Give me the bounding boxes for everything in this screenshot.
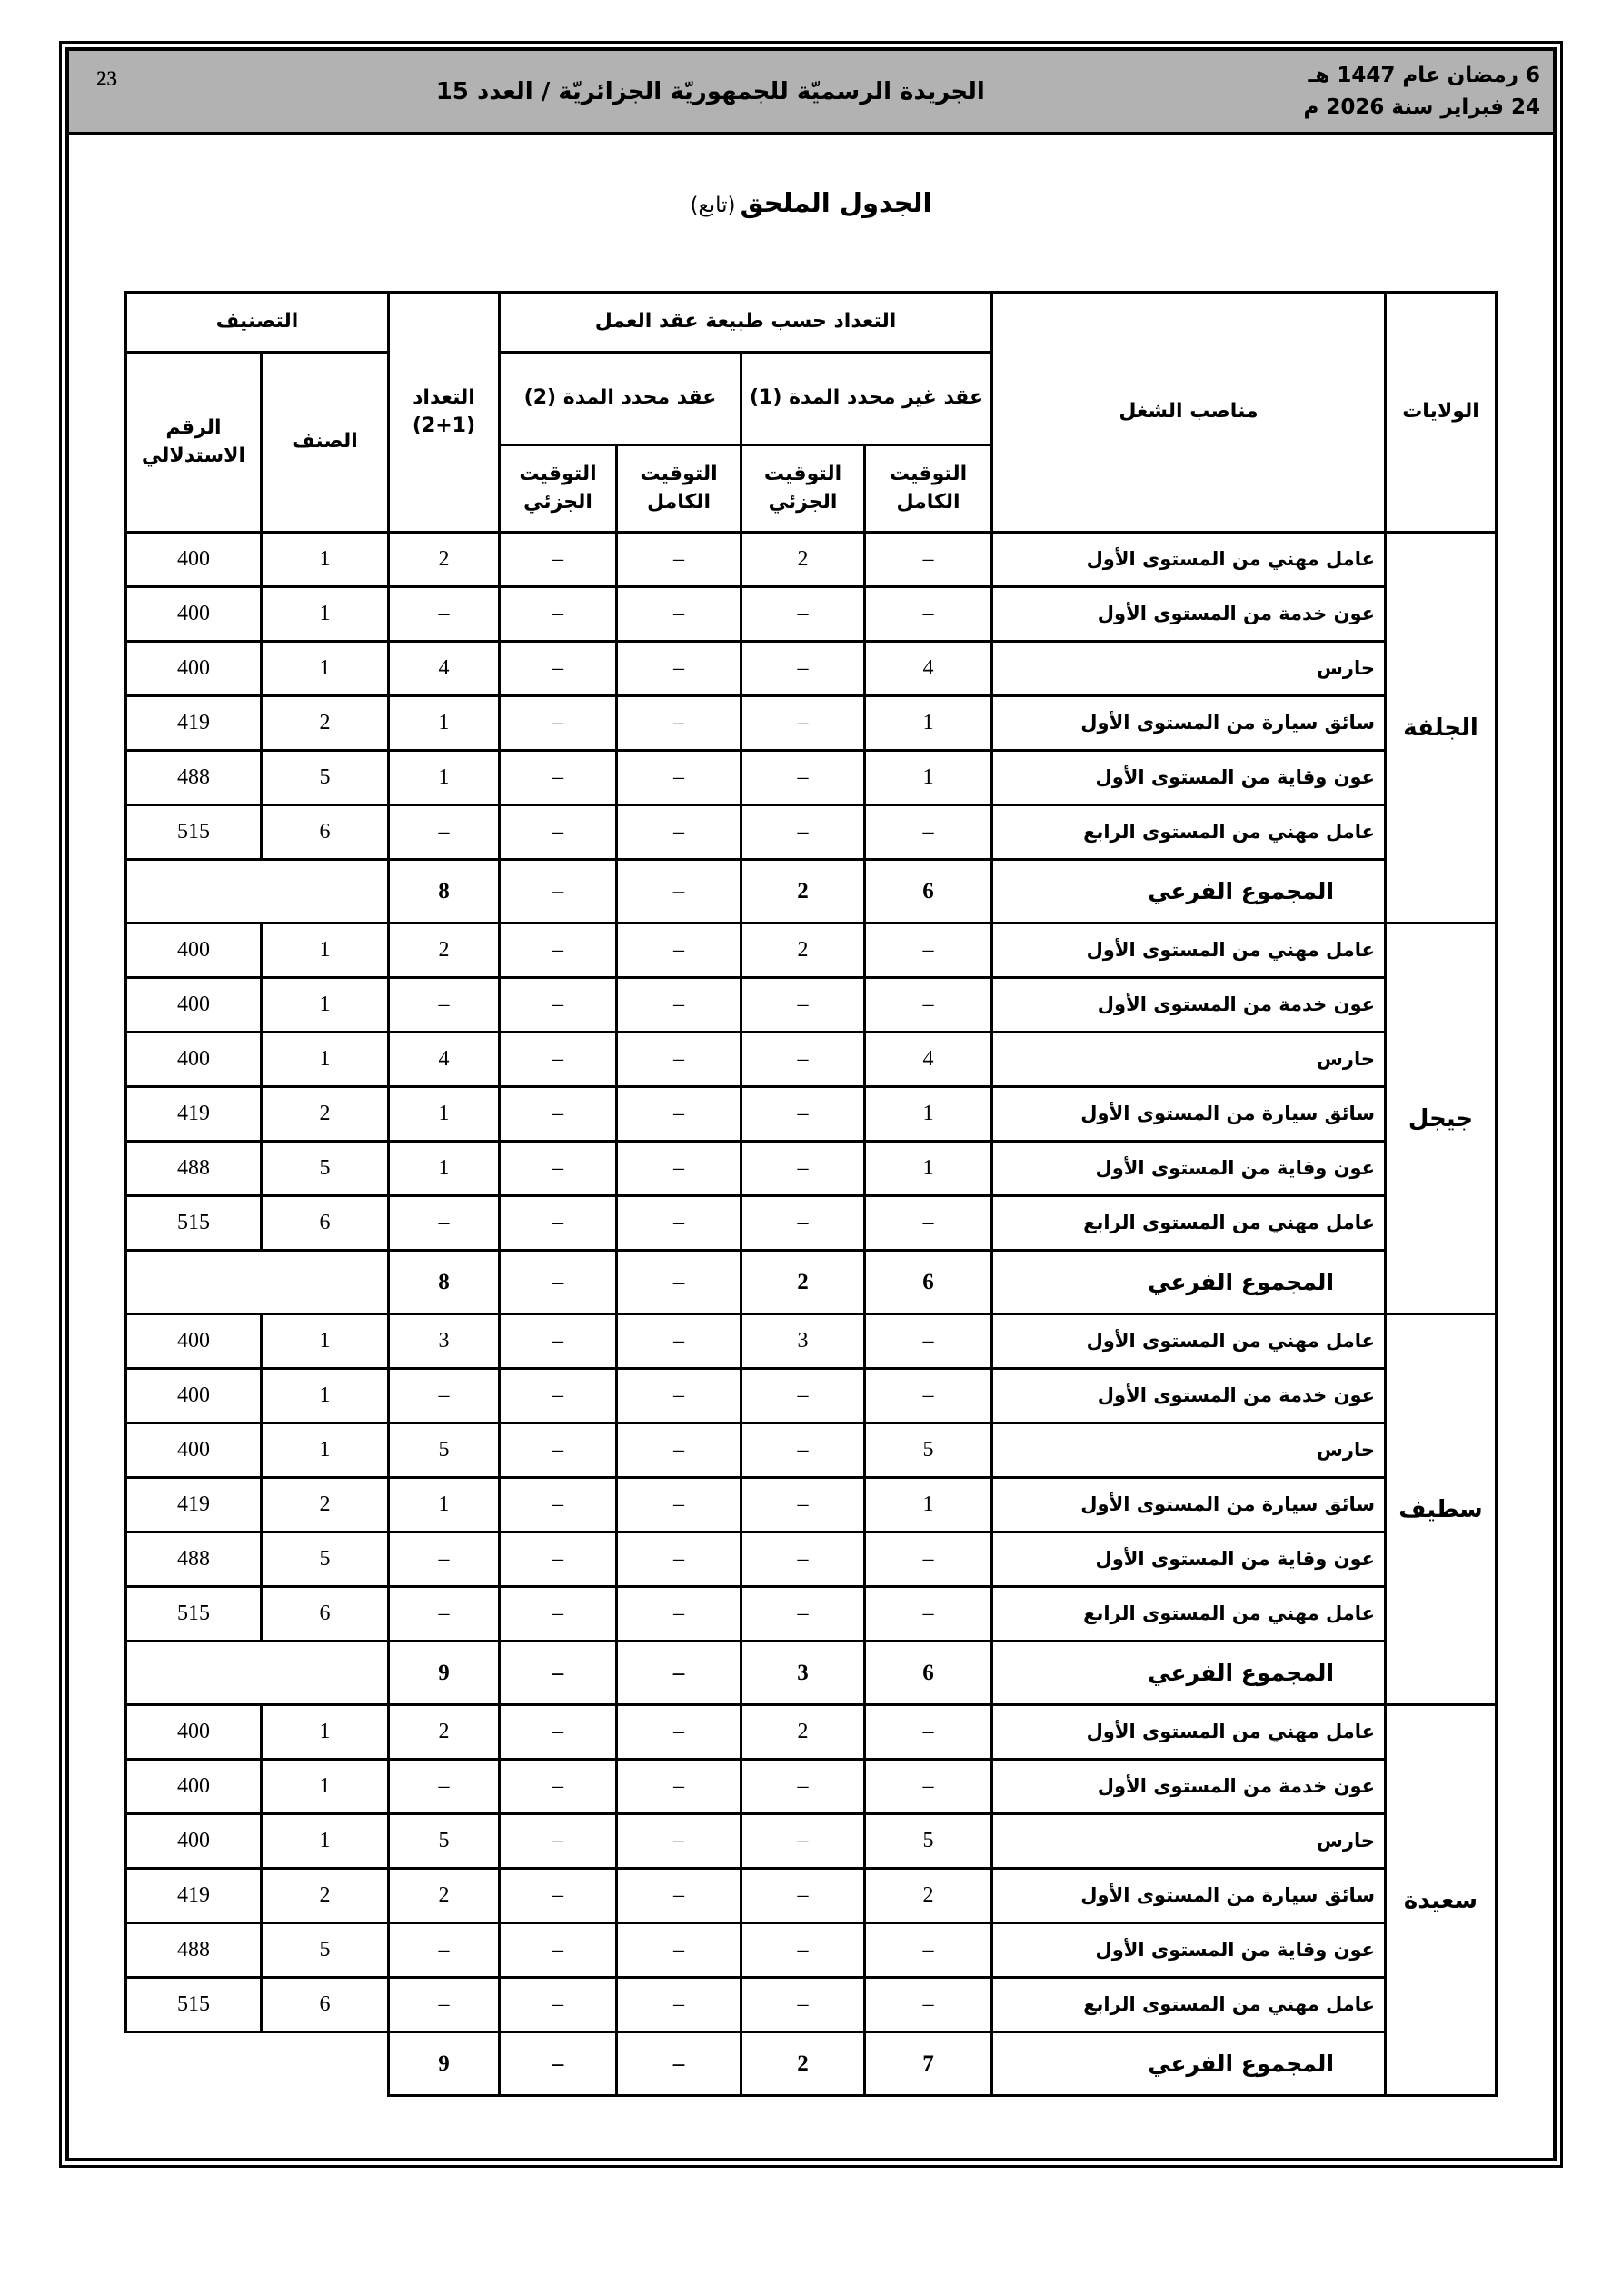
index-number-cell: 488 — [125, 1532, 261, 1587]
job-row — [125, 1760, 1496, 1814]
category-cell: 1 — [261, 978, 388, 1033]
subtotal-unlimited-fulltime-cell: 6 — [865, 1642, 992, 1705]
total-count-cell: – — [388, 1532, 499, 1587]
unlimited-fulltime-cell: – — [865, 1532, 992, 1587]
table-title — [69, 187, 1553, 218]
unlimited-parttime-cell: – — [741, 642, 865, 696]
subtotal-total-cell: 8 — [388, 1251, 499, 1314]
unlimited-parttime-cell: – — [741, 1423, 865, 1478]
subtotal-total-cell: 9 — [388, 2032, 499, 2096]
limited-fulltime-cell: – — [617, 1478, 741, 1532]
unlimited-parttime-cell: – — [741, 1478, 865, 1532]
total-count-cell: 5 — [388, 1423, 499, 1478]
unlimited-fulltime-cell: – — [865, 1369, 992, 1423]
job-title-cell: عون وقاية من المستوى الأول — [992, 751, 1386, 805]
limited-parttime-cell: – — [499, 751, 616, 805]
job-row — [125, 1814, 1496, 1869]
category-cell: 6 — [261, 805, 388, 860]
total-count-cell: 1 — [388, 696, 499, 751]
category-cell: 1 — [261, 1814, 388, 1869]
annex-table — [124, 291, 1498, 2097]
category-cell: 6 — [261, 1196, 388, 1251]
subtotal-unlimited-parttime-cell: 2 — [741, 860, 865, 923]
total-count-cell: 2 — [388, 1705, 499, 1760]
limited-parttime-cell: – — [499, 1869, 616, 1923]
unlimited-parttime-cell: – — [741, 1978, 865, 2032]
table-title-suffix: (تابع) — [690, 194, 736, 217]
unlimited-parttime-cell: – — [741, 978, 865, 1033]
category-cell: 6 — [261, 1978, 388, 2032]
unlimited-fulltime-cell: 2 — [865, 1869, 992, 1923]
limited-parttime-cell: – — [499, 1814, 616, 1869]
total-count-cell: 4 — [388, 1033, 499, 1087]
col-header-jobs: مناصب الشغل — [992, 293, 1386, 533]
index-number-cell: 400 — [125, 1760, 261, 1814]
index-number-cell: 488 — [125, 751, 261, 805]
category-cell: 5 — [261, 751, 388, 805]
subtotal-total-cell: 8 — [388, 860, 499, 923]
job-title-cell: عون خدمة من المستوى الأول — [992, 978, 1386, 1033]
unlimited-fulltime-cell: – — [865, 533, 992, 587]
unlimited-fulltime-cell: – — [865, 1923, 992, 1978]
subtotal-limited-parttime-cell: – — [499, 1642, 616, 1705]
page-frame — [59, 41, 1563, 2168]
total-count-cell: 3 — [388, 1314, 499, 1369]
unlimited-fulltime-cell: 1 — [865, 1087, 992, 1142]
limited-fulltime-cell: – — [617, 533, 741, 587]
index-number-cell: 400 — [125, 1423, 261, 1478]
job-title-cell: عامل مهني من المستوى الرابع — [992, 805, 1386, 860]
job-title-cell: عون خدمة من المستوى الأول — [992, 1369, 1386, 1423]
unlimited-parttime-cell: – — [741, 1532, 865, 1587]
total-count-cell: – — [388, 978, 499, 1033]
limited-fulltime-cell: – — [617, 1923, 741, 1978]
unlimited-parttime-cell: – — [741, 587, 865, 642]
limited-parttime-cell: – — [499, 923, 616, 978]
index-number-cell: 400 — [125, 1033, 261, 1087]
col-header-classification: التصنيف — [125, 293, 388, 353]
job-title-cell: عون وقاية من المستوى الأول — [992, 1142, 1386, 1196]
total-count-cell: – — [388, 587, 499, 642]
job-row — [125, 533, 1496, 587]
subtotal-unlimited-fulltime-cell: 6 — [865, 860, 992, 923]
job-title-cell: عون وقاية من المستوى الأول — [992, 1923, 1386, 1978]
limited-fulltime-cell: – — [617, 923, 741, 978]
date-gregorian: 24 فبراير سنة 2026 م — [1303, 95, 1540, 119]
unlimited-parttime-cell: – — [741, 1760, 865, 1814]
unlimited-fulltime-cell: 4 — [865, 642, 992, 696]
job-row — [125, 1369, 1496, 1423]
total-count-cell: – — [388, 1760, 499, 1814]
total-count-cell: – — [388, 1369, 499, 1423]
category-cell: 1 — [261, 1423, 388, 1478]
col-header-contract-unlimited: عقد غير محدد المدة (1) — [741, 353, 992, 445]
job-title-cell: عون خدمة من المستوى الأول — [992, 1760, 1386, 1814]
limited-parttime-cell: – — [499, 1423, 616, 1478]
job-row — [125, 1869, 1496, 1923]
col-header-contract-limited: عقد محدد المدة (2) — [499, 353, 741, 445]
limited-fulltime-cell: – — [617, 1978, 741, 2032]
index-number-cell: 400 — [125, 1705, 261, 1760]
limited-fulltime-cell: – — [617, 1532, 741, 1587]
subtotal-row — [125, 1642, 1496, 1705]
subtotal-label-cell: المجموع الفرعي — [992, 2032, 1386, 2096]
subtotal-limited-fulltime-cell: – — [617, 1251, 741, 1314]
category-cell: 1 — [261, 1705, 388, 1760]
index-number-cell: 419 — [125, 696, 261, 751]
subtotal-limited-fulltime-cell: – — [617, 1642, 741, 1705]
unlimited-fulltime-cell: 5 — [865, 1814, 992, 1869]
job-title-cell: عامل مهني من المستوى الرابع — [992, 1196, 1386, 1251]
limited-parttime-cell: – — [499, 696, 616, 751]
wilaya-cell: الجلفة — [1386, 533, 1497, 923]
job-row — [125, 1087, 1496, 1142]
subtotal-limited-parttime-cell: – — [499, 2032, 616, 2096]
subtotal-row — [125, 1251, 1496, 1314]
limited-fulltime-cell: – — [617, 1196, 741, 1251]
journal-title: الجريدة الرسميّة للجمهوريّة الجزائريّة / العدد 15 — [435, 77, 985, 105]
job-row — [125, 1532, 1496, 1587]
job-title-cell: حارس — [992, 1423, 1386, 1478]
limited-fulltime-cell: – — [617, 1033, 741, 1087]
index-number-cell: 419 — [125, 1869, 261, 1923]
job-title-cell: عامل مهني من المستوى الأول — [992, 1314, 1386, 1369]
job-title-cell: سائق سيارة من المستوى الأول — [992, 696, 1386, 751]
job-row — [125, 751, 1496, 805]
unlimited-fulltime-cell: 1 — [865, 751, 992, 805]
total-count-cell: 2 — [388, 533, 499, 587]
col-header-wilayas: الولايات — [1386, 293, 1497, 533]
job-row — [125, 642, 1496, 696]
limited-fulltime-cell: – — [617, 1369, 741, 1423]
total-label: التعداد — [413, 385, 475, 409]
total-formula: (2+1) — [412, 414, 476, 437]
subtotal-limited-fulltime-cell: – — [617, 2032, 741, 2096]
page-frame-inner — [65, 47, 1557, 2161]
job-row — [125, 1142, 1496, 1196]
index-number-cell: 400 — [125, 1314, 261, 1369]
category-cell: 5 — [261, 1923, 388, 1978]
index-number-cell: 419 — [125, 1087, 261, 1142]
unlimited-fulltime-cell: – — [865, 587, 992, 642]
limited-fulltime-cell: – — [617, 1314, 741, 1369]
limited-fulltime-cell: – — [617, 1087, 741, 1142]
limited-fulltime-cell: – — [617, 1142, 741, 1196]
job-row — [125, 978, 1496, 1033]
limited-parttime-cell: – — [499, 1978, 616, 2032]
limited-parttime-cell: – — [499, 1478, 616, 1532]
limited-parttime-cell: – — [499, 587, 616, 642]
job-title-cell: حارس — [992, 642, 1386, 696]
job-row — [125, 587, 1496, 642]
category-cell: 1 — [261, 1369, 388, 1423]
unlimited-parttime-cell: – — [741, 1196, 865, 1251]
job-title-cell: عون وقاية من المستوى الأول — [992, 1532, 1386, 1587]
category-cell: 1 — [261, 923, 388, 978]
table-header — [125, 293, 1496, 533]
empty-classification-cell — [125, 1642, 388, 1705]
wilaya-cell: سعيدة — [1386, 1705, 1497, 2096]
col-header-category: الصنف — [261, 353, 388, 533]
subtotal-limited-fulltime-cell: – — [617, 860, 741, 923]
unlimited-fulltime-cell: 1 — [865, 1142, 992, 1196]
limited-parttime-cell: – — [499, 1087, 616, 1142]
subtotal-unlimited-fulltime-cell: 6 — [865, 1251, 992, 1314]
limited-parttime-cell: – — [499, 1314, 616, 1369]
index-number-cell: 400 — [125, 1369, 261, 1423]
subtotal-limited-parttime-cell: – — [499, 1251, 616, 1314]
job-row — [125, 1314, 1496, 1369]
total-count-cell: 1 — [388, 1478, 499, 1532]
unlimited-fulltime-cell: – — [865, 923, 992, 978]
unlimited-fulltime-cell: – — [865, 1978, 992, 2032]
index-number-cell: 419 — [125, 1478, 261, 1532]
total-count-cell: 2 — [388, 923, 499, 978]
unlimited-fulltime-cell: – — [865, 1196, 992, 1251]
job-row — [125, 1478, 1496, 1532]
category-cell: 1 — [261, 1033, 388, 1087]
limited-parttime-cell: – — [499, 978, 616, 1033]
col-header-parttime-2: التوقيت الجزئي — [499, 445, 616, 533]
limited-parttime-cell: – — [499, 1142, 616, 1196]
index-number-cell: 515 — [125, 1978, 261, 2032]
unlimited-parttime-cell: 2 — [741, 1705, 865, 1760]
subtotal-unlimited-parttime-cell: 2 — [741, 1251, 865, 1314]
unlimited-parttime-cell: – — [741, 1814, 865, 1869]
job-title-cell: حارس — [992, 1033, 1386, 1087]
limited-parttime-cell: – — [499, 642, 616, 696]
table-title-main: الجدول الملحق — [740, 187, 932, 218]
index-number-cell: 488 — [125, 1142, 261, 1196]
limited-parttime-cell: – — [499, 1923, 616, 1978]
unlimited-fulltime-cell: – — [865, 1587, 992, 1642]
unlimited-parttime-cell: – — [741, 1369, 865, 1423]
total-count-cell: – — [388, 1196, 499, 1251]
unlimited-fulltime-cell: 4 — [865, 1033, 992, 1087]
date-hijri: 6 رمضان عام 1447 هـ — [1308, 64, 1540, 87]
subtotal-row — [125, 2032, 1496, 2096]
col-header-index-number: الرقم الاستدلالي — [125, 353, 261, 533]
category-cell: 1 — [261, 1314, 388, 1369]
subtotal-unlimited-parttime-cell: 3 — [741, 1642, 865, 1705]
job-title-cell: عامل مهني من المستوى الأول — [992, 1705, 1386, 1760]
limited-fulltime-cell: – — [617, 751, 741, 805]
limited-parttime-cell: – — [499, 1587, 616, 1642]
unlimited-fulltime-cell: – — [865, 1760, 992, 1814]
limited-fulltime-cell: – — [617, 1760, 741, 1814]
job-row — [125, 1196, 1496, 1251]
page-number: 23 — [96, 67, 117, 90]
table-body — [125, 533, 1496, 2096]
category-cell: 5 — [261, 1532, 388, 1587]
unlimited-fulltime-cell: – — [865, 1314, 992, 1369]
unlimited-fulltime-cell: – — [865, 805, 992, 860]
subtotal-label-cell: المجموع الفرعي — [992, 1642, 1386, 1705]
job-title-cell: سائق سيارة من المستوى الأول — [992, 1869, 1386, 1923]
job-row — [125, 1978, 1496, 2032]
category-cell: 2 — [261, 1869, 388, 1923]
subtotal-unlimited-fulltime-cell: 7 — [865, 2032, 992, 2096]
limited-parttime-cell: – — [499, 1196, 616, 1251]
unlimited-parttime-cell: – — [741, 805, 865, 860]
col-header-count-by-contract: التعداد حسب طبيعة عقد العمل — [499, 293, 991, 353]
col-header-total — [388, 293, 499, 533]
col-header-fulltime-2: التوقيت الكامل — [617, 445, 741, 533]
job-row — [125, 696, 1496, 751]
limited-fulltime-cell: – — [617, 1869, 741, 1923]
job-title-cell: عون خدمة من المستوى الأول — [992, 587, 1386, 642]
category-cell: 1 — [261, 587, 388, 642]
job-row — [125, 1705, 1496, 1760]
masthead-bar — [69, 51, 1553, 135]
index-number-cell: 400 — [125, 923, 261, 978]
total-count-cell: – — [388, 1978, 499, 2032]
empty-classification-cell — [125, 860, 388, 923]
category-cell: 2 — [261, 696, 388, 751]
index-number-cell: 400 — [125, 1814, 261, 1869]
unlimited-parttime-cell: – — [741, 1869, 865, 1923]
subtotal-limited-parttime-cell: – — [499, 860, 616, 923]
limited-fulltime-cell: – — [617, 696, 741, 751]
category-cell: 1 — [261, 533, 388, 587]
limited-fulltime-cell: – — [617, 805, 741, 860]
unlimited-parttime-cell: – — [741, 1087, 865, 1142]
index-number-cell: 400 — [125, 533, 261, 587]
unlimited-parttime-cell: 3 — [741, 1314, 865, 1369]
unlimited-fulltime-cell: 1 — [865, 696, 992, 751]
unlimited-fulltime-cell: – — [865, 1705, 992, 1760]
wilaya-cell: جيجل — [1386, 923, 1497, 1314]
job-title-cell: عامل مهني من المستوى الرابع — [992, 1978, 1386, 2032]
subtotal-label-cell: المجموع الفرعي — [992, 1251, 1386, 1314]
limited-parttime-cell: – — [499, 1532, 616, 1587]
total-count-cell: 1 — [388, 1087, 499, 1142]
category-cell: 1 — [261, 642, 388, 696]
job-title-cell: سائق سيارة من المستوى الأول — [992, 1087, 1386, 1142]
job-row — [125, 1587, 1496, 1642]
index-number-cell: 488 — [125, 1923, 261, 1978]
index-number-cell: 515 — [125, 1587, 261, 1642]
limited-parttime-cell: – — [499, 1369, 616, 1423]
category-cell: 6 — [261, 1587, 388, 1642]
category-cell: 2 — [261, 1087, 388, 1142]
category-cell: 1 — [261, 1760, 388, 1814]
job-row — [125, 805, 1496, 860]
limited-parttime-cell: – — [499, 533, 616, 587]
total-count-cell: 4 — [388, 642, 499, 696]
total-count-cell: 1 — [388, 1142, 499, 1196]
job-row — [125, 1033, 1496, 1087]
col-header-parttime-1: التوقيت الجزئي — [741, 445, 865, 533]
limited-fulltime-cell: – — [617, 1587, 741, 1642]
job-title-cell: عامل مهني من المستوى الرابع — [992, 1587, 1386, 1642]
category-cell: 5 — [261, 1142, 388, 1196]
empty-classification-cell — [125, 1251, 388, 1314]
unlimited-parttime-cell: – — [741, 751, 865, 805]
col-header-fulltime-1: التوقيت الكامل — [865, 445, 992, 533]
unlimited-parttime-cell: – — [741, 1923, 865, 1978]
unlimited-parttime-cell: – — [741, 1587, 865, 1642]
job-title-cell: سائق سيارة من المستوى الأول — [992, 1478, 1386, 1532]
subtotal-row — [125, 860, 1496, 923]
index-number-cell: 400 — [125, 978, 261, 1033]
total-count-cell: 5 — [388, 1814, 499, 1869]
index-number-cell: 515 — [125, 805, 261, 860]
total-count-cell: – — [388, 1923, 499, 1978]
job-row — [125, 1423, 1496, 1478]
limited-parttime-cell: – — [499, 805, 616, 860]
total-count-cell: 2 — [388, 1869, 499, 1923]
unlimited-parttime-cell: – — [741, 696, 865, 751]
total-count-cell: – — [388, 805, 499, 860]
job-row — [125, 923, 1496, 978]
job-title-cell: عامل مهني من المستوى الأول — [992, 923, 1386, 978]
unlimited-fulltime-cell: 5 — [865, 1423, 992, 1478]
unlimited-parttime-cell: 2 — [741, 923, 865, 978]
unlimited-parttime-cell: – — [741, 1142, 865, 1196]
limited-parttime-cell: – — [499, 1760, 616, 1814]
job-row — [125, 1923, 1496, 1978]
total-count-cell: 1 — [388, 751, 499, 805]
limited-parttime-cell: – — [499, 1705, 616, 1760]
job-title-cell: عامل مهني من المستوى الأول — [992, 533, 1386, 587]
limited-fulltime-cell: – — [617, 978, 741, 1033]
subtotal-label-cell: المجموع الفرعي — [992, 860, 1386, 923]
subtotal-unlimited-parttime-cell: 2 — [741, 2032, 865, 2096]
limited-fulltime-cell: – — [617, 642, 741, 696]
limited-fulltime-cell: – — [617, 1423, 741, 1478]
index-number-cell: 400 — [125, 642, 261, 696]
unlimited-parttime-cell: – — [741, 1033, 865, 1087]
unlimited-fulltime-cell: – — [865, 978, 992, 1033]
unlimited-parttime-cell: 2 — [741, 533, 865, 587]
index-number-cell: 400 — [125, 587, 261, 642]
unlimited-fulltime-cell: 1 — [865, 1478, 992, 1532]
limited-fulltime-cell: – — [617, 1705, 741, 1760]
masthead-dates — [1304, 60, 1553, 123]
header-row-1 — [125, 293, 1496, 353]
limited-parttime-cell: – — [499, 1033, 616, 1087]
index-number-cell: 515 — [125, 1196, 261, 1251]
category-cell: 2 — [261, 1478, 388, 1532]
limited-fulltime-cell: – — [617, 1814, 741, 1869]
wilaya-cell: سطيف — [1386, 1314, 1497, 1705]
subtotal-total-cell: 9 — [388, 1642, 499, 1705]
job-title-cell: حارس — [992, 1814, 1386, 1869]
total-count-cell: – — [388, 1587, 499, 1642]
open-classification-area — [125, 2032, 388, 2096]
limited-fulltime-cell: – — [617, 587, 741, 642]
